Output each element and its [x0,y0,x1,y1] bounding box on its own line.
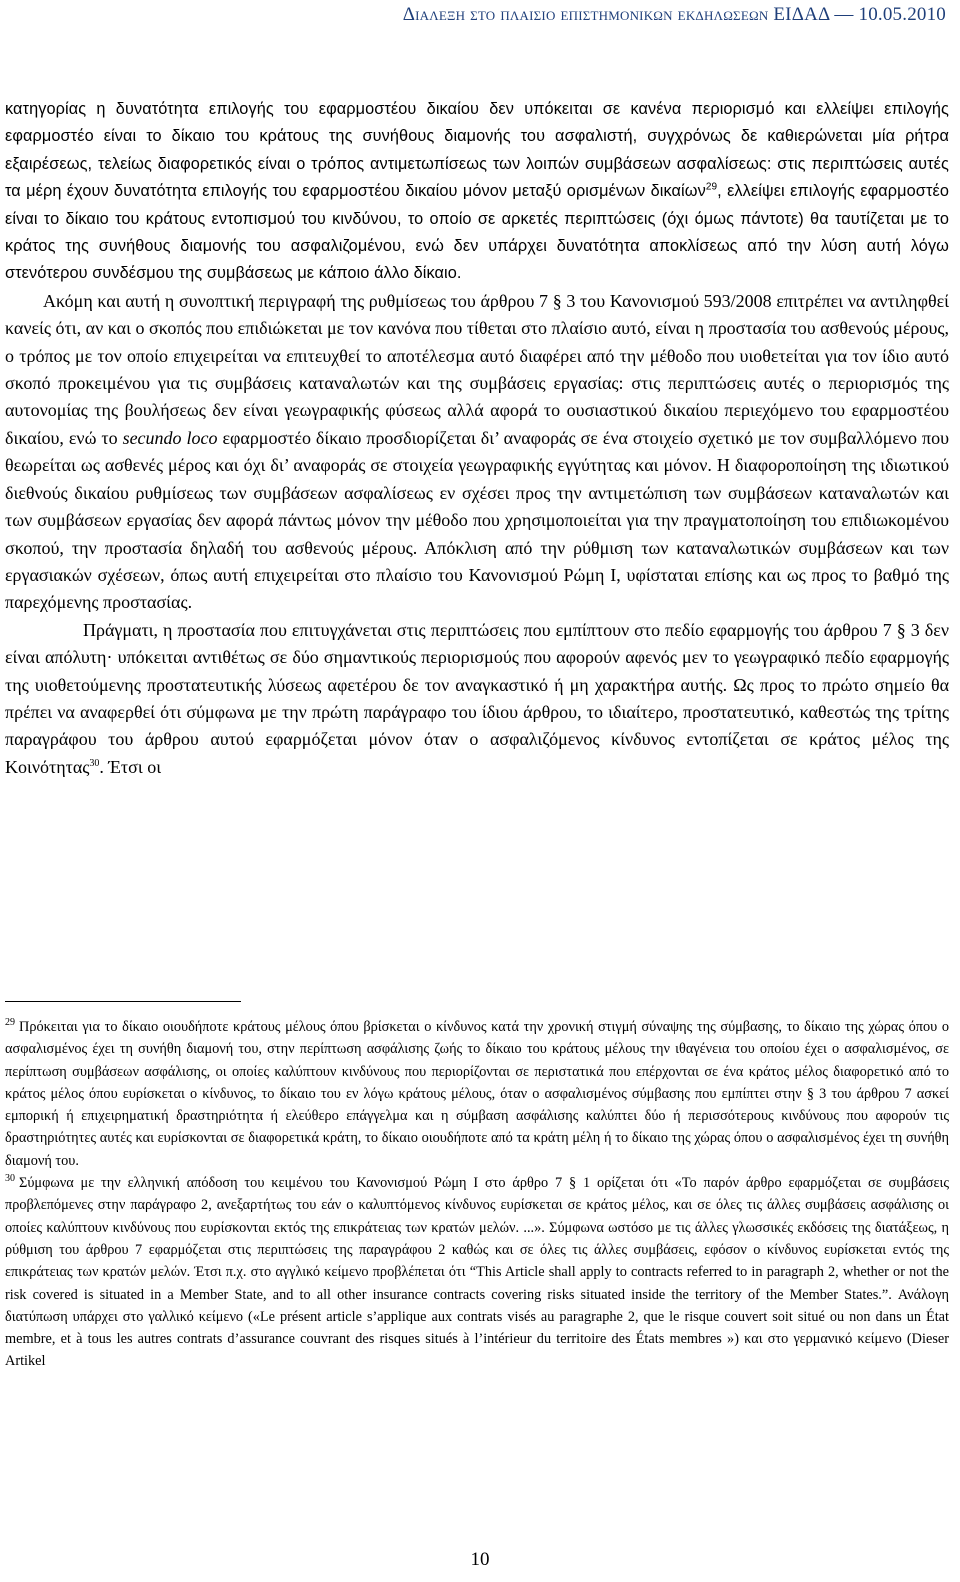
footnote-29-number: 29 [5,1017,15,1029]
main-text [5,96,949,781]
running-header: Διαλεξη στο πλαισιο επιστημονικων εκδηλωσεων ΕΙΔΑΔ — 10.05.2010 [402,4,946,25]
footnote-29-text: Πρόκειται για το δίκαιο οιουδήποτε κράτους μέλους όπου βρίσκεται ο κίνδυνος κατά την χρονική στιγμή σύναψης της σύμβασης, το δίκαιο της χώρας όπου ο ασφαλισμένος έχει τη συνήθη διαμονή του, στην περίπτωση ασφάλισης ζωής το δίκαιο του κράτους μέλους την ιθαγένεια του οποίου έχει ο ασφαλισμένος, σε περίπτωση συμβάσεων ασφάλισης, οι οποίες καλύπτουν κινδύνους που περιορίζονται σε περιστατικά που επέρχονται σε ένα κράτος μέλος διαφορετικό από το κράτος μέλος όπου ευρίσκεται ο κίνδυνος, το δίκαιο του εν λόγω κράτους μέλους, όταν ο ασφαλισμένος σύμβασης που εμπίπτει στην § 3 του άρθρου 7 ασκεί εμπορική ή επιχειρηματική δραστηριότητα ή ελεύθερο επάγγελμα και η σύμβαση ασφάλισης καλύπτει δύο ή περισσότερους κινδύνους που αφορούν τις δραστηριότητες αυτές και ευρίσκονται σε διαφορετικά κράτη, το δίκαιο οιουδήποτε από τα κράτη μέλη ή το δίκαιο της χώρας όπου ο ασφαλισμένος έχει τη συνήθη διαμονή του. [5,1019,949,1169]
page-number: 10 [470,1549,490,1570]
paragraph-2-italic: secundo loco [122,427,218,448]
footnote-29 [5,1016,949,1172]
paragraph-2-continuation: εφαρμοστέο δίκαιο προσδιορίζεται δι’ αναφοράς σε ένα στοιχείο σχετικό με τον συμβαλλόμενο που θεωρείται ως ασθενές μέρος και όχι δι’ αναφοράς σε στοιχεία γεωγραφικής εγγύτητας και μόνον. Η διαφοροποίηση της ιδιωτικού διεθνούς δικαίου ρυθμίσεως των συμβάσεων ασφαλίσεως εν σχέσει προς την αντιμετώπιση των συμβάσεων καταναλωτών και των συμβάσεων εργασίας δεν αφορά πάντως μόνον την μέθοδο που χρησιμοποιείται για την πραγματοποίηση του επιδιωκομένου σκοπού, την προστασία δηλαδή του ασθενούς μέρους. Απόκλιση από την ρύθμιση των καταναλωτικών συμβάσεων και των εργασιακών σχέσεων, όπως αυτή επιχειρείται στο πλαίσιο του Κανονισμού Ρώμη Ι, υφίσταται επίσης και ως προς το βαθμό της παρεχόμενης προστασίας. [5,427,950,613]
footnote-ref-29[interactable]: 29 [705,181,718,193]
footnote-ref-30[interactable]: 30 [89,757,100,769]
footnote-30-number: 30 [5,1173,15,1185]
paragraph-3-continuation: . Έτσι οι [99,756,162,777]
paragraph-2 [5,288,949,617]
paragraph-3-text: Πράγματι, η προστασία που επιτυγχάνεται στις περιπτώσεις που εμπίπτουν στο πεδίο εφαρμογής του άρθρου 7 § 3 δεν είναι απόλυτη· υπόκειται αντιθέτως σε δύο σημαντικούς περιορισμούς που αφορούν αφενός μεν το γεωγραφικό πεδίο εφαρμογής της υιοθετούμενης προστατευτικής λύσεως αφετέρου δε τον αναγκαστικό ή μη χαρακτήρα αυτής. Ως προς το πρώτο σημείο θα πρέπει να αναφερθεί ότι σύμφωνα με την πρώτη παράγραφο του ίδιου άρθρου, το ιδιαίτερο, προστατευτικό, καθεστώς της τρίτης παραγράφου του άρθρου αυτού εφαρμόζεται μόνον όταν ο ασφαλιζόμενος κίνδυνος εντοπίζεται σε κράτος μέλος της Κοινότητας [5,619,949,777]
paragraph-1 [5,96,949,288]
footnote-separator [5,1001,241,1002]
paragraph-2-text: Ακόμη και αυτή η συνοπτική περιγραφή της ρυθμίσεως του άρθρου 7 § 3 του Κανονισμού 593/2008 επιτρέπει να αντιληφθεί κανείς ότι, αν και ο σκοπός που επιδιώκεται με τον κανόνα που τίθεται στο πλαίσιο αυτό, είναι η προστασία του ασθενούς μέρους, ο τρόπος με τον οποίο επιχειρείται να επιτευχθεί το αποτέλεσμα αυτό διαφέρει από την μέθοδο που υιοθετείται για τον ίδιο αυτό σκοπό προκειμένου για τις συμβάσεις καταναλωτών και της συμβάσεις εργασίας: στις περιπτώσεις αυτές ο περιορισμός της αυτονομίας της βουλήσεως δεν είναι γεωγραφικής φύσεως αλλά αφορά το ουσιαστικού δικαίου περιεχόμενο του εφαρμοστέου δικαίου, ενώ το [5,290,949,448]
footnotes [5,1016,949,1373]
paragraph-1-text: κατηγορίας η δυνατότητα επιλογής του εφαρμοστέου δικαίου δεν υπόκειται σε κανένα περιορισμό και ελλείψει επιλογής εφαρμοστέο είναι το δίκαιο του κράτους της συνήθους διαμονής του ασφαλιστή, συγχρόνως δε καθιερώνεται μία ρήτρα εξαιρέσεως, τελείως διαφορετικός είναι ο τρόπος αντιμετωπίσεως των λοιπών συμβάσεων ασφαλίσεως: στις περιπτώσεις αυτές τα μέρη έχουν δυνατότητα επιλογής του εφαρμοστέου δικαίου μόνον μεταξύ ορισμένων δικαίων [5,100,949,201]
footnote-30-text: Σύμφωνα με την ελληνική απόδοση του κειμένου του Κανονισμού Ρώμη Ι στο άρθρο 7 § 1 ορίζεται ότι «Το παρόν άρθρο εφαρμόζεται σε συμβάσεις προβλεπόμενες στην παράγραφο 2, ανεξαρτήτως του εάν ο καλυπτόμενος κίνδυνος ευρίσκεται σε κράτος μέλος, και σε όλες τις άλλες συμβάσεις ασφάλισης οι οποίες καλύπτουν κινδύνους που ευρίσκονται εκτός της επικράτειας των κρατών μελών. ...». Σύμφωνα ωστόσο με τις άλλες γλωσσικές εκδόσεις της διατάξεως, η ρύθμιση του άρθρου 7 εφαρμόζεται στις περιπτώσεις της παραγράφου 2 καθώς και σε όλες τις άλλες συμβάσεις, εφόσον ο κίνδυνος ευρίσκεται εντός της επικράτειας των κρατών μελών. Έτσι π.χ. στο αγγλικό κείμενο προβλέπεται ότι “This Article shall apply to contracts referred to in paragraph 2, whether or not the risk covered is situated in a Member State, and to all other insurance contracts covering risks situated inside the territory of the Member States.”. Ανάλογη διατύπωση υπάρχει στο γαλλικό κείμενο («Le présent article s’applique aux contrats visés au paragraphe 2, que le risque couvert soit situé ou non dans un État membre, et à tous les autres contrats d’assurance couvrant des risques situés à l’intérieur du territoire des États membres ») και στο γερμανικό κείμενο (Dieser Artikel [5,1175,949,1370]
paragraph-1-continuation: , ελλείψει επιλογής εφαρμοστέο είναι το δίκαιο του κράτους εντοπισμού του κινδύνου, το οποίο σε αρκετές περιπτώσεις (όχι όμως πάντοτε) θα ταυτίζεται με το κράτος της συνήθους διαμονής του ασφαλιζομένου, ενώ δεν υπάρχει δυνατότητα αποκλίσεως από την λύση αυτή λόγω στενότερου συνδέσμου της συμβάσεως με κάποιο άλλο δίκαιο. [5,182,949,283]
paragraph-3 [5,617,949,781]
footnote-30 [5,1172,949,1373]
